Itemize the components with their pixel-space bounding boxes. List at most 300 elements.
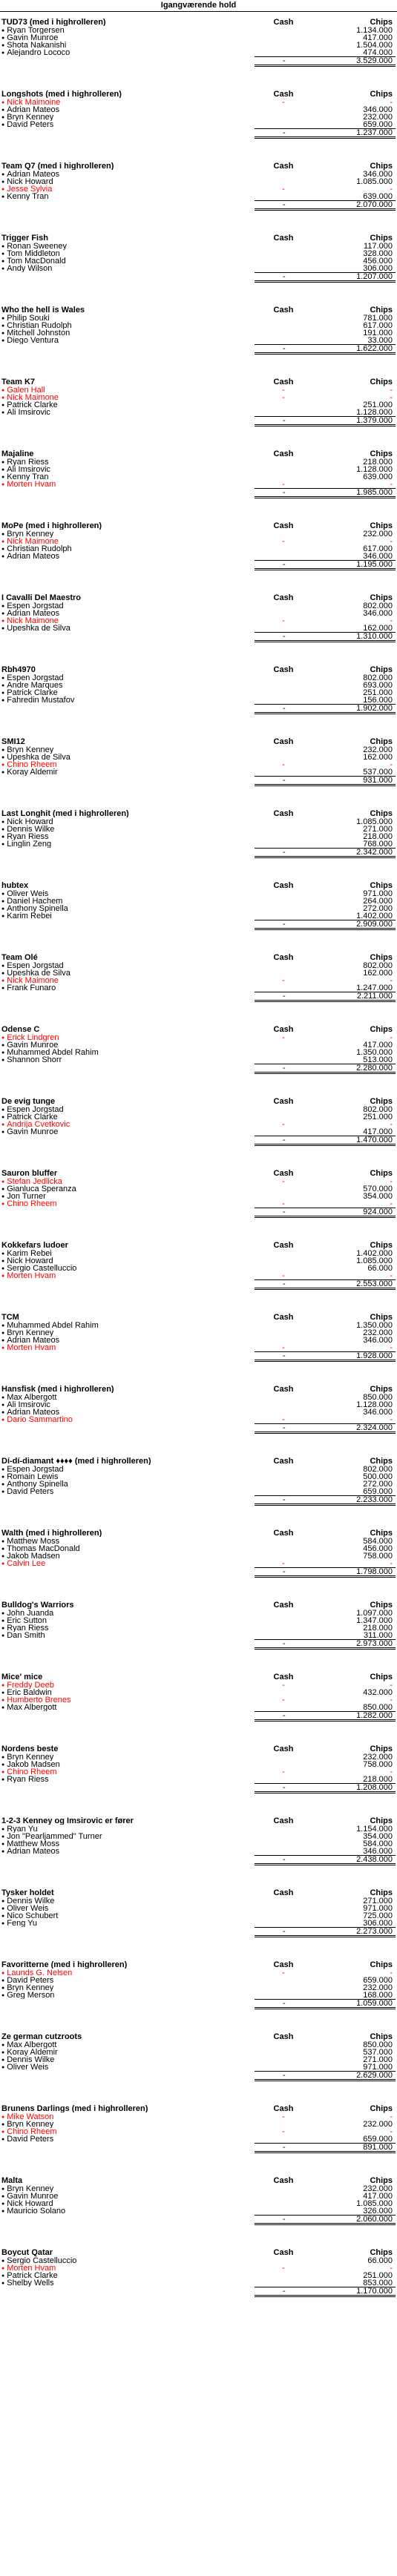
cash-column-header: Cash bbox=[273, 1960, 294, 1969]
player-row bbox=[1, 193, 396, 200]
player-chips: 271.000 bbox=[363, 1897, 393, 1905]
player-name: ● Ryan Riess bbox=[1, 1624, 254, 1632]
player-chips: - bbox=[390, 1681, 393, 1690]
cash-column-header: Cash bbox=[273, 1385, 294, 1394]
player-chips: 417.000 bbox=[363, 1127, 393, 1136]
player-cash bbox=[254, 890, 313, 897]
player-cash bbox=[254, 250, 313, 257]
team-total bbox=[255, 2071, 396, 2081]
total-chips: 2.342.000 bbox=[356, 848, 393, 857]
total-chips: 1.195.000 bbox=[356, 560, 393, 569]
chips-column-header: Chips bbox=[370, 449, 393, 458]
chips-column-header: Chips bbox=[370, 1025, 393, 1034]
player-row-eliminated bbox=[1, 1969, 396, 1977]
team-name: Dí-dí-diamant ♦♦♦♦ (med i highrolleren) bbox=[1, 1457, 151, 1465]
player-cash bbox=[254, 1106, 313, 1113]
player-cash bbox=[254, 897, 313, 905]
total-cash: - bbox=[282, 1279, 286, 1288]
player-cash bbox=[254, 49, 313, 56]
player-name: ● Muhammed Abdel Rahim bbox=[1, 1322, 254, 1329]
player-row bbox=[1, 257, 396, 265]
cash-column-header: Cash bbox=[273, 665, 294, 674]
player-row bbox=[1, 833, 396, 840]
total-cash: - bbox=[282, 1495, 286, 1504]
team-name: MoPe (med i highrolleren) bbox=[1, 522, 102, 530]
team-name: Tysker holdet bbox=[1, 1889, 54, 1897]
player-chips: 537.000 bbox=[363, 2048, 393, 2057]
player-chips: 346.000 bbox=[363, 1336, 393, 1345]
team-block bbox=[1, 376, 396, 448]
team-total bbox=[255, 1136, 396, 1146]
team-header bbox=[1, 666, 396, 673]
player-name: ● Ronan Sweeney bbox=[1, 243, 254, 250]
player-name: ● Fahredin Mustafov bbox=[1, 696, 254, 704]
player-row bbox=[1, 1992, 396, 1999]
team-total bbox=[255, 1064, 396, 1074]
team-header bbox=[1, 2033, 396, 2040]
team-header bbox=[1, 2177, 396, 2184]
player-chips: 802.000 bbox=[363, 673, 393, 682]
player-name: ● Morten Hvam bbox=[1, 1344, 254, 1351]
player-chips: 417.000 bbox=[363, 33, 393, 42]
player-name: ● Anthony Spinella bbox=[1, 905, 254, 912]
team-header bbox=[1, 1961, 396, 1969]
chips-column-header: Chips bbox=[370, 306, 393, 314]
player-chips: 1.085.000 bbox=[356, 2199, 393, 2208]
player-cash bbox=[254, 826, 313, 833]
player-cash: - bbox=[282, 2112, 285, 2121]
player-chips: 156.000 bbox=[363, 696, 393, 705]
player-name: ● Espen Jorgstad bbox=[1, 674, 254, 682]
player-cash bbox=[254, 2135, 313, 2143]
team-name: Mice' mice bbox=[1, 1673, 43, 1681]
cash-column-header: Cash bbox=[273, 1816, 294, 1825]
player-row bbox=[1, 1840, 396, 1848]
player-chips: 853.000 bbox=[363, 2279, 393, 2287]
player-row bbox=[1, 113, 396, 121]
player-name: ● Adrian Mateos bbox=[1, 106, 254, 113]
player-chips: 850.000 bbox=[363, 1703, 393, 1712]
player-chips: 802.000 bbox=[363, 961, 393, 970]
team-name: Kokkefars ludoer bbox=[1, 1242, 68, 1249]
chips-column-header: Chips bbox=[370, 18, 393, 27]
player-chips: - bbox=[390, 1559, 393, 1568]
player-cash bbox=[254, 746, 313, 754]
player-row bbox=[1, 1920, 396, 1927]
player-name: ● Espen Jorgstad bbox=[1, 1466, 254, 1473]
team-name: Odense C bbox=[1, 1026, 40, 1033]
player-cash: - bbox=[282, 2264, 285, 2273]
player-name: ● Kenny Tran bbox=[1, 193, 254, 200]
total-chips: 1.170.000 bbox=[356, 2287, 393, 2296]
team-name: Team Olé bbox=[1, 954, 38, 961]
total-cash: - bbox=[282, 56, 286, 65]
player-row bbox=[1, 912, 396, 920]
player-cash bbox=[254, 1610, 313, 1617]
team-block bbox=[1, 16, 396, 88]
player-row bbox=[1, 1466, 396, 1473]
player-row bbox=[1, 2135, 396, 2143]
team-block bbox=[1, 160, 396, 232]
player-name: ● Eric Baldwin bbox=[1, 1689, 254, 1696]
player-row bbox=[1, 602, 396, 610]
player-row bbox=[1, 746, 396, 754]
team-total bbox=[255, 272, 396, 283]
total-cash: - bbox=[282, 992, 286, 1001]
team-header bbox=[1, 594, 396, 602]
player-cash: - bbox=[282, 1415, 285, 1424]
player-row bbox=[1, 545, 396, 553]
player-row bbox=[1, 329, 396, 337]
player-cash: - bbox=[282, 1696, 285, 1704]
chips-column-header: Chips bbox=[370, 593, 393, 602]
total-chips: 1.902.000 bbox=[356, 704, 393, 713]
player-chips: 456.000 bbox=[363, 1544, 393, 1553]
total-cash: - bbox=[282, 2287, 286, 2296]
player-row bbox=[1, 826, 396, 833]
player-name: ● Espen Jorgstad bbox=[1, 1106, 254, 1113]
player-name: ● David Peters bbox=[1, 2135, 254, 2143]
team-header bbox=[1, 738, 396, 745]
player-row bbox=[1, 178, 396, 185]
player-name: ● Dario Sammartino bbox=[1, 1416, 254, 1423]
player-chips: 659.000 bbox=[363, 1487, 393, 1496]
player-name: ● Bryn Kenney bbox=[1, 1329, 254, 1337]
player-row bbox=[1, 1329, 396, 1337]
player-chips: 417.000 bbox=[363, 1041, 393, 1050]
player-name: ● Gavin Munroe bbox=[1, 34, 254, 42]
total-cash: - bbox=[282, 2215, 286, 2224]
total-cash: - bbox=[282, 1711, 286, 1720]
chips-column-header: Chips bbox=[370, 1816, 393, 1825]
player-chips: 346.000 bbox=[363, 105, 393, 114]
player-row bbox=[1, 1473, 396, 1480]
player-chips: - bbox=[390, 393, 393, 402]
team-block bbox=[1, 2031, 396, 2103]
team-name: 1-2-3 Kenney og Imsirovic er fører bbox=[1, 1817, 134, 1825]
total-cash: - bbox=[282, 920, 286, 929]
chips-column-header: Chips bbox=[370, 1745, 393, 1753]
cash-column-header: Cash bbox=[273, 1097, 294, 1106]
player-row bbox=[1, 530, 396, 538]
team-header bbox=[1, 954, 396, 961]
total-chips: 3.529.000 bbox=[356, 56, 393, 65]
chips-column-header: Chips bbox=[370, 665, 393, 674]
player-chips: 271.000 bbox=[363, 2055, 393, 2064]
player-cash bbox=[254, 1488, 313, 1495]
team-block bbox=[1, 1024, 396, 1096]
player-row bbox=[1, 1610, 396, 1617]
total-cash: - bbox=[282, 1855, 286, 1864]
player-cash bbox=[254, 1753, 313, 1761]
team-name: hubtex bbox=[1, 882, 29, 889]
team-block bbox=[1, 880, 396, 952]
team-name: Malta bbox=[1, 2177, 23, 2184]
player-chips: - bbox=[390, 1343, 393, 1352]
total-cash: - bbox=[282, 1927, 286, 1936]
team-block bbox=[1, 592, 396, 664]
total-chips: 891.000 bbox=[363, 2143, 393, 2152]
cash-column-header: Cash bbox=[273, 953, 294, 962]
total-chips: 2.438.000 bbox=[356, 1855, 393, 1864]
player-row bbox=[1, 2200, 396, 2207]
player-chips: 570.000 bbox=[363, 1185, 393, 1193]
player-cash: - bbox=[282, 1177, 285, 1186]
team-name: Team Q7 (med i highrolleren) bbox=[1, 162, 114, 170]
player-row bbox=[1, 768, 396, 776]
team-header bbox=[1, 1673, 396, 1681]
player-row bbox=[1, 1545, 396, 1552]
player-name: ● Morten Hvam bbox=[1, 1272, 254, 1279]
player-cash: - bbox=[282, 976, 285, 985]
player-row bbox=[1, 1761, 396, 1768]
team-name: Hansfisk (med i highrolleren) bbox=[1, 1386, 114, 1393]
player-name: ● Tom MacDonald bbox=[1, 257, 254, 265]
player-cash bbox=[254, 689, 313, 696]
player-row bbox=[1, 1984, 396, 1992]
player-name: ● Ali Imsirovic bbox=[1, 409, 254, 416]
player-row bbox=[1, 1250, 396, 1257]
player-cash bbox=[254, 1704, 313, 1711]
player-chips: 639.000 bbox=[363, 472, 393, 481]
team-total bbox=[255, 1999, 396, 2009]
player-chips: - bbox=[390, 1271, 393, 1280]
total-chips: 2.211.000 bbox=[356, 992, 393, 1001]
player-cash: - bbox=[282, 1343, 285, 1352]
player-row-eliminated bbox=[1, 1121, 396, 1128]
team-name: Bulldog's Warriors bbox=[1, 1601, 74, 1609]
cash-column-header: Cash bbox=[273, 1169, 294, 1178]
team-name: TCM bbox=[1, 1314, 19, 1321]
player-chips: 659.000 bbox=[363, 1976, 393, 1985]
player-name: ● Kenny Tran bbox=[1, 473, 254, 481]
player-cash bbox=[254, 1401, 313, 1409]
team-name: Brunens Darlings (med i highrolleren) bbox=[1, 2105, 148, 2112]
player-row-eliminated bbox=[1, 1681, 396, 1689]
total-chips: 924.000 bbox=[363, 1208, 393, 1216]
player-row-eliminated bbox=[1, 1768, 396, 1776]
player-cash bbox=[254, 1977, 313, 1984]
player-cash bbox=[254, 42, 313, 49]
team-header bbox=[1, 1457, 396, 1465]
player-cash bbox=[254, 1617, 313, 1624]
player-name: ● Nick Maimone bbox=[1, 977, 254, 984]
player-row bbox=[1, 401, 396, 409]
player-cash bbox=[254, 984, 313, 992]
team-header bbox=[1, 2105, 396, 2112]
team-header bbox=[1, 1098, 396, 1105]
player-name: ● Bryn Kenney bbox=[1, 2121, 254, 2128]
player-row bbox=[1, 682, 396, 689]
player-row bbox=[1, 1322, 396, 1329]
teams-list bbox=[0, 16, 397, 2319]
team-header bbox=[1, 1170, 396, 1177]
player-name: ● Anthony Spinella bbox=[1, 1480, 254, 1488]
player-row bbox=[1, 754, 396, 761]
player-cash bbox=[254, 193, 313, 200]
team-header bbox=[1, 522, 396, 530]
player-chips: 33.000 bbox=[367, 336, 393, 345]
team-total bbox=[255, 2143, 396, 2153]
team-total bbox=[255, 560, 396, 570]
player-cash bbox=[254, 2200, 313, 2207]
team-block bbox=[1, 2175, 396, 2247]
chips-column-header: Chips bbox=[370, 1169, 393, 1178]
player-cash bbox=[254, 2056, 313, 2063]
player-cash bbox=[254, 1825, 313, 1833]
team-header bbox=[1, 1601, 396, 1609]
player-row-eliminated bbox=[1, 99, 396, 106]
player-chips: 271.000 bbox=[363, 825, 393, 834]
player-name: ● Max Albergott bbox=[1, 2041, 254, 2049]
player-cash: - bbox=[282, 1768, 285, 1776]
player-name: ● Dennis Wilke bbox=[1, 1897, 254, 1905]
player-cash: - bbox=[282, 1120, 285, 1129]
team-total bbox=[255, 1783, 396, 1793]
player-cash bbox=[254, 1984, 313, 1992]
player-name: ● Launds G. Nelsen bbox=[1, 1969, 254, 1977]
player-name: ● Ali Imsirovic bbox=[1, 1401, 254, 1409]
player-name: ● Jon Turner bbox=[1, 1193, 254, 1200]
player-chips: 162.000 bbox=[363, 753, 393, 762]
total-cash: - bbox=[282, 632, 286, 641]
player-cash bbox=[254, 409, 313, 416]
total-chips: 1.985.000 bbox=[356, 488, 393, 497]
player-row bbox=[1, 689, 396, 696]
player-chips: 346.000 bbox=[363, 1408, 393, 1417]
player-row-eliminated bbox=[1, 1696, 396, 1704]
player-cash bbox=[254, 1322, 313, 1329]
player-name: ● Gavin Munroe bbox=[1, 1128, 254, 1136]
player-row bbox=[1, 1753, 396, 1761]
player-cash bbox=[254, 121, 313, 128]
player-row bbox=[1, 171, 396, 178]
player-row bbox=[1, 1912, 396, 1920]
player-row-eliminated bbox=[1, 617, 396, 625]
player-chips: 659.000 bbox=[363, 2135, 393, 2144]
total-cash: - bbox=[282, 488, 286, 497]
player-cash: - bbox=[282, 616, 285, 625]
player-row-eliminated bbox=[1, 1178, 396, 1185]
player-name: ● Daniel Hachem bbox=[1, 897, 254, 905]
player-name: ● Gianluca Speranza bbox=[1, 1185, 254, 1193]
player-name: ● Frank Funaro bbox=[1, 984, 254, 992]
player-row bbox=[1, 610, 396, 617]
player-cash bbox=[254, 1905, 313, 1912]
team-block bbox=[1, 448, 396, 520]
player-row-eliminated bbox=[1, 1200, 396, 1208]
player-row bbox=[1, 969, 396, 977]
total-chips: 2.324.000 bbox=[356, 1423, 393, 1432]
player-chips: 781.000 bbox=[363, 314, 393, 323]
player-row bbox=[1, 2279, 396, 2287]
team-total bbox=[255, 1639, 396, 1650]
player-name: ● Chino Rheem bbox=[1, 2128, 254, 2135]
player-chips: - bbox=[390, 2112, 393, 2121]
player-name: ● Patrick Clarke bbox=[1, 689, 254, 696]
player-row bbox=[1, 337, 396, 344]
team-total bbox=[255, 416, 396, 426]
player-cash bbox=[254, 2049, 313, 2056]
player-chips: 251.000 bbox=[363, 2271, 393, 2280]
player-name: ● Linglin Zeng bbox=[1, 840, 254, 848]
player-chips: 251.000 bbox=[363, 1113, 393, 1121]
player-cash bbox=[254, 1041, 313, 1049]
total-cash: - bbox=[282, 848, 286, 857]
player-row bbox=[1, 2063, 396, 2071]
player-name: ● Nick Howard bbox=[1, 2200, 254, 2207]
player-chips: 232.000 bbox=[363, 1753, 393, 1762]
player-row bbox=[1, 322, 396, 329]
player-cash bbox=[254, 2185, 313, 2193]
chips-column-header: Chips bbox=[370, 2032, 393, 2041]
player-cash bbox=[254, 458, 313, 466]
team-block bbox=[1, 88, 396, 160]
player-cash bbox=[254, 1250, 313, 1257]
cash-column-header: Cash bbox=[273, 2248, 294, 2257]
player-name: ● Nick Maimone bbox=[1, 538, 254, 545]
player-row bbox=[1, 1049, 396, 1056]
player-cash bbox=[254, 113, 313, 121]
player-name: ● Adrian Mateos bbox=[1, 1337, 254, 1344]
player-name: ● Karim Rebei bbox=[1, 912, 254, 920]
player-row-eliminated bbox=[1, 2264, 396, 2272]
player-row-eliminated bbox=[1, 1034, 396, 1041]
player-cash bbox=[254, 1480, 313, 1488]
player-name: ● Dan Smith bbox=[1, 1632, 254, 1639]
player-name: ● Oliver Weis bbox=[1, 890, 254, 897]
player-name: ● Chino Rheem bbox=[1, 1200, 254, 1208]
total-chips: 1.379.000 bbox=[356, 416, 393, 425]
player-row bbox=[1, 2121, 396, 2128]
player-chips: 232.000 bbox=[363, 1328, 393, 1337]
total-cash: - bbox=[282, 1783, 286, 1792]
player-name: ● Jakob Madsen bbox=[1, 1552, 254, 1560]
player-name: ● Christian Rudolph bbox=[1, 545, 254, 553]
player-cash bbox=[254, 1840, 313, 1848]
player-row bbox=[1, 1056, 396, 1064]
total-chips: 2.973.000 bbox=[356, 1639, 393, 1648]
chips-column-header: Chips bbox=[370, 1888, 393, 1897]
player-chips: 66.000 bbox=[367, 1264, 393, 1273]
cash-column-header: Cash bbox=[273, 90, 294, 99]
player-cash bbox=[254, 1128, 313, 1136]
player-row bbox=[1, 1552, 396, 1560]
player-name: ● Shannon Shorr bbox=[1, 1056, 254, 1064]
player-name: ● Chino Rheem bbox=[1, 761, 254, 768]
player-name: ● Nico Schubert bbox=[1, 1912, 254, 1920]
player-row bbox=[1, 1905, 396, 1912]
player-cash: - bbox=[282, 1199, 285, 1208]
player-cash bbox=[254, 322, 313, 329]
player-name: ● Greg Merson bbox=[1, 1992, 254, 1999]
player-chips: 218.000 bbox=[363, 1624, 393, 1633]
player-cash bbox=[254, 602, 313, 610]
team-block bbox=[1, 1455, 396, 1527]
player-cash bbox=[254, 257, 313, 265]
player-row bbox=[1, 1825, 396, 1833]
team-total bbox=[255, 1279, 396, 1290]
player-name: ● Upeshka de Silva bbox=[1, 625, 254, 632]
player-chips: 311.000 bbox=[364, 1631, 393, 1640]
player-name: ● Ryan Riess bbox=[1, 1776, 254, 1783]
player-name: ● Thomas MacDonald bbox=[1, 1545, 254, 1552]
player-name: ● Matthew Moss bbox=[1, 1538, 254, 1545]
total-cash: - bbox=[282, 1208, 286, 1216]
player-name: ● Patrick Clarke bbox=[1, 1113, 254, 1121]
player-cash bbox=[254, 545, 313, 553]
player-cash bbox=[254, 1394, 313, 1401]
